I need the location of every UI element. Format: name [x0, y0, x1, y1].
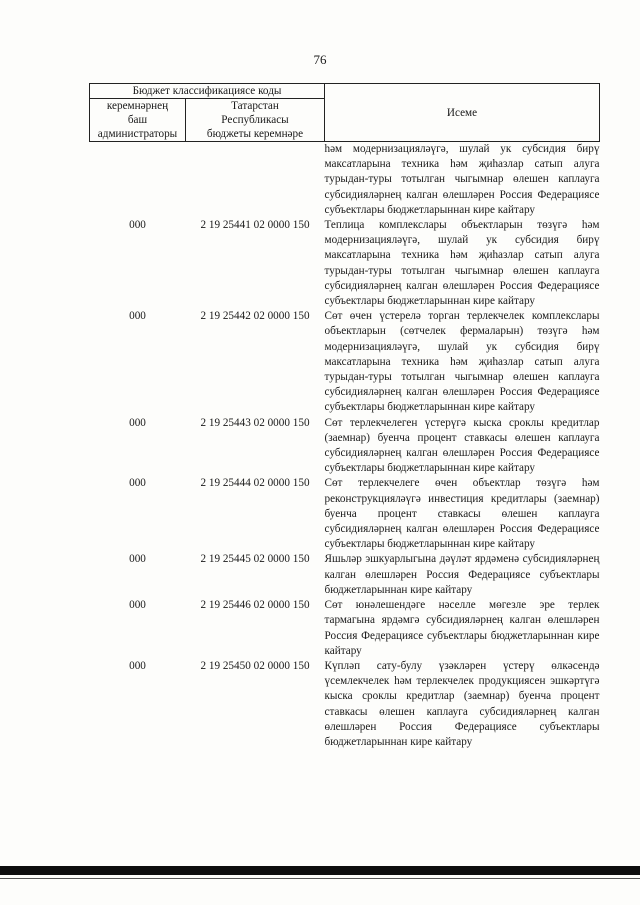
revenue-name-cell: Күпләп сату-булу үзәкләрен үстерү өлкәсендә үсемлекчелек һәм терлекчелек продукциясен эшкәртүгә кыска сроклы кредитлар (заемнар) буенча процент ставкасы өлешен каплауга субсидияләрнең калган өлешләрен Россия Федерациясе субъектлары бюджетларыннан кире кайтару — [324, 659, 600, 748]
header-name: Исеме — [325, 84, 600, 142]
header-code-line: Республикасы — [221, 114, 289, 126]
header-admin-line: баш — [127, 114, 148, 126]
scan-edge-bar — [0, 866, 640, 875]
admin-code-cell: 000 — [129, 416, 146, 429]
revenue-code-cell: 2 19 25444 02 0000 150 — [200, 477, 310, 490]
table-body — [90, 142, 600, 751]
table-row — [90, 552, 600, 598]
page-number: 76 — [313, 52, 327, 67]
header-admin — [90, 99, 186, 142]
header-code-line: Татарстан — [231, 100, 279, 112]
revenue-name-cell: Теплица комплекслары объектларын төзүгә һәм модернизацияләүгә, шулай ук субсидия бирү максатларына техника һәм җиһазлар сатып алуга турыдан-туры тотылган чыгымнар өлешен каплауга субсидияләрнең калган өлешләрен Россия Федерациясе субъектлары бюджетларыннан кире кайтару — [324, 219, 600, 308]
revenue-code-cell: 2 19 25442 02 0000 150 — [200, 310, 310, 323]
revenue-code-cell: 2 19 25443 02 0000 150 — [200, 416, 310, 429]
header-admin-line: керемнәрнең — [106, 100, 169, 112]
table-row — [90, 659, 600, 750]
header-classification-code: Бюджет классификациясе коды — [90, 84, 325, 99]
header-code-line: бюджеты керемнәре — [206, 128, 304, 140]
admin-code-cell: 000 — [129, 477, 146, 490]
revenue-code-cell: 2 19 25446 02 0000 150 — [200, 599, 310, 612]
table-row — [90, 218, 600, 309]
table-row — [90, 142, 600, 219]
revenue-name-cell: Сөт терлекчелеге өчен объектлар төзүгә һәм реконструкцияләүгә инвестиция кредитлары (заемнар) буенча процент ставкасы өлешен каплауга субсидияләрнең калган өлешләрен Россия Федерациясе субъектлары бюджетларыннан кире кайтару — [324, 477, 600, 551]
header-revenue-code — [186, 99, 325, 142]
table-row — [90, 416, 600, 477]
table-row — [90, 476, 600, 552]
revenue-code-cell: 2 19 25441 02 0000 150 — [200, 219, 310, 232]
admin-code-cell: 000 — [129, 659, 146, 672]
admin-code-cell: 000 — [129, 599, 146, 612]
revenue-name-cell: Яшьләр эшкуарлыгына дәүләт ярдәменә субсидияләрнең калган өлешләрен Россия Федерациясе субъектлары бюджетларыннан кире кайтару — [324, 553, 600, 596]
table-header — [90, 84, 600, 142]
admin-code-cell: 000 — [129, 310, 146, 323]
revenue-name-cell: һәм модернизацияләүгә, шулай ук субсидия бирү максатларына техника һәм җиһазлар сатып алуга турыдан-туры тотылган чыгымнар өлешен каплауга субсидияләрнең калган өлешләрен Россия Федерациясе субъектлары бюджетларыннан кире кайтару — [324, 143, 600, 216]
scan-edge-line — [0, 878, 640, 879]
revenue-code-cell — [186, 142, 325, 219]
header-admin-line: администраторы — [97, 128, 178, 140]
admin-code-cell: 000 — [129, 219, 146, 232]
table-row — [90, 598, 600, 659]
revenue-name-cell: Сөт өчен үстерелә торган терлекчелек комплекслары объектларын (сөтчелек фермаларын) төзүгә һәм модернизацияләүгә, шулай ук субсидия бирү максатларына техника һәм җиһазлар сатып алуга турыдан-туры тотылган чыгымнар өлешен каплауга субсидияләрнең калган өлешләрен Россия Федерациясе субъектлары бюджетларыннан кире кайтару — [324, 310, 600, 414]
table-row — [90, 309, 600, 415]
revenue-code-cell: 2 19 25445 02 0000 150 — [200, 553, 310, 566]
revenue-name-cell: Сөт терлекчелеген үстерүгә кыска сроклы кредитлар (заемнар) буенча процент ставкасы өлешен каплауга субсидияләрнең калган өлешләрен Россия Федерациясе субъектлары бюджетларыннан кире кайтару — [324, 416, 600, 475]
admin-code-cell: 000 — [129, 553, 146, 566]
revenue-code-cell: 2 19 25450 02 0000 150 — [200, 659, 310, 672]
budget-classification-table — [89, 83, 600, 750]
admin-code-cell — [90, 142, 186, 219]
revenue-name-cell: Сөт юнәлешендәге нәселле мөгезле эре терлек тармагына ярдәмгә субсидияләрнең калган өлешләрен Россия Федерациясе субъектлары бюджетларыннан кире кайтару — [324, 599, 600, 657]
